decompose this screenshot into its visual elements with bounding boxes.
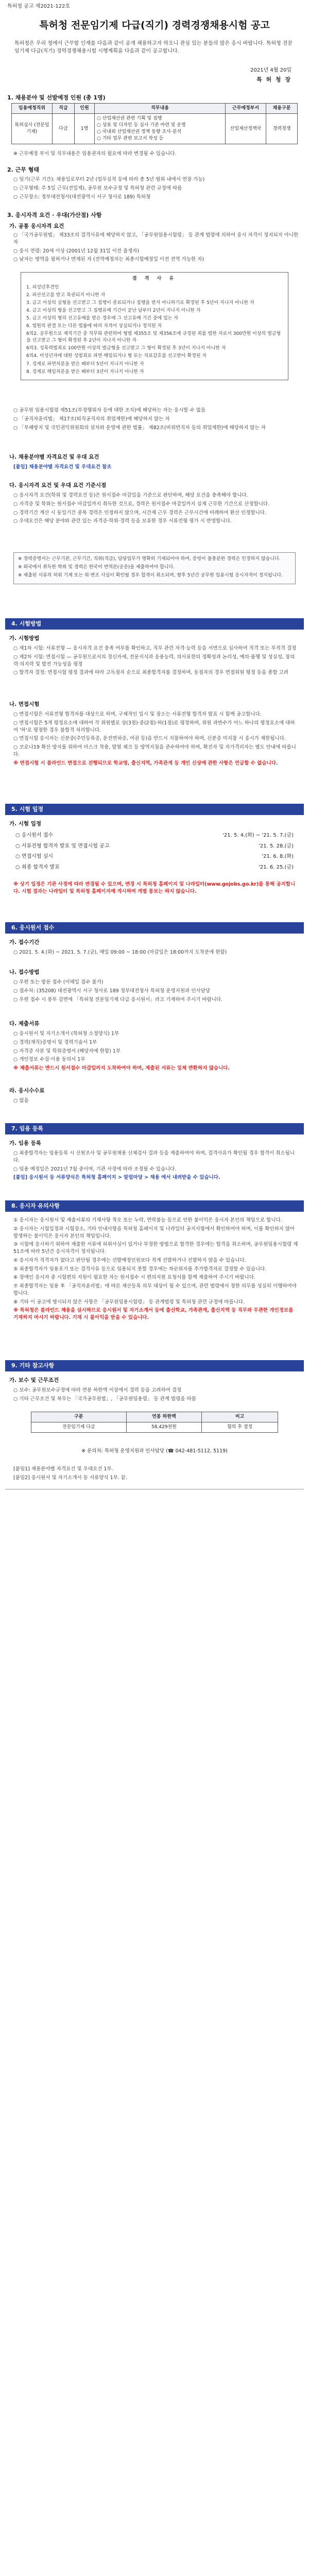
exam-method-item: ○ 합격자 결정: 면접시험 평정 결과에 따라 고득점자 순으로 최종합격자를 결정하며, 동점자의 경우 면접위원 평정 등을 종합 고려 xyxy=(13,670,288,676)
blind-recruitment-warning: ※ 특허청은 블라인드 채용을 실시하므로 응시원서 및 자기소개서 등에 출신학교, 가족관계, 출신지역 등 직무와 무관한 개인정보를 기재하지 마시기 바랍니다. 기재 시 불이익을 받을 수 있습니다. xyxy=(13,1308,294,1321)
table-cell: 협의 후 결정 xyxy=(202,1422,278,1433)
disqualification-item: 6의3. 성폭력범죄로 100만원 이상의 벌금형을 선고받고 그 형이 확정된 후 3년이 지나지 아니한 자 xyxy=(26,346,226,351)
blind-interview-note: ※ 면접시험 시 블라인드 면접으로 진행되므로 학교명, 출신지역, 가족관계 등 개인 신상에 관한 사항은 언급할 수 없습니다. xyxy=(13,760,278,766)
method-item: ○ 우편 또는 방문 접수 (이메일 접수 불가) xyxy=(13,979,104,985)
closing-attachments xyxy=(13,1466,299,1483)
method-item: ○ 우편 접수 시 봉투 겉면에 「특허청 전문임기제 다급 응시원서」라고 기재하여 주시기 바랍니다. xyxy=(13,996,223,1003)
disqualification-item: 5. 금고 이상의 형의 선고유예를 받은 경우에 그 선고유예 기간 중에 있는 자 xyxy=(26,316,179,321)
documents-warning: ※ 제출서류는 반드시 원서접수 마감일까지 도착하여야 하며, 제출된 서류는 일체 반환하지 않습니다. xyxy=(13,1065,230,1072)
table-header-cell: 임용예정직위 xyxy=(12,104,53,114)
contact-info xyxy=(10,1448,299,1455)
section-9-banner: 9. 기타 참고사항 xyxy=(5,1360,304,1371)
interview-item: ○ 면접시험 응시자는 신분증(주민등록증, 운전면허증, 여권 등)을 반드시 지참하여야 하며, 신분증 미지참 시 응시가 제한됩니다. xyxy=(13,736,286,742)
subheading-period: 가. 접수기간 xyxy=(9,939,40,945)
section-5-banner: 5. 시험 일정 xyxy=(5,804,304,815)
schedule-value: '21. 5. 4.(화) ~ '21. 5. 7.(금) xyxy=(222,833,294,838)
salary-item: ○ 보수: 공무원보수규정에 따라 연봉 하한액 이상에서 경력 등을 고려하여 결정 xyxy=(13,1387,182,1393)
salary-item: ○ 기타 근무조건 및 복무는 「국가공무원법」, 「공무원임용령」 등 관계 법령을 따름 xyxy=(13,1396,196,1402)
salary-text xyxy=(13,1387,299,1404)
schedule-value: '21. 6. 8.(화) xyxy=(262,854,294,859)
subheading-method: 나. 접수방법 xyxy=(9,969,40,975)
criteria-item: ○ 자격증 및 학위는 원서접수 마감일까지 취득한 것으로, 경력은 원서접수 마감일까지 실제 근무한 기간으로 산정합니다. xyxy=(13,501,270,507)
interview-text xyxy=(13,711,299,768)
exam-method-item: ○ 제1차 시험: 서류전형 — 응시자격 요건 충족 여부를 확인하고, 직무 관련 자격·능력 등을 서면으로 심사하여 적격 또는 부적격 결정 xyxy=(13,646,297,651)
section-7-banner: 7. 임용 등록 xyxy=(5,1123,304,1134)
section-6-banner: 6. 응시원서 접수 xyxy=(5,922,304,934)
subheading-criteria-date: 다. 응시자격 요건 및 우대 요건 기준시점 xyxy=(9,482,107,488)
applicant-note-item: ⑤ 최종합격자가 임용포기 또는 결격사유 등으로 임용되지 못할 경우에는 차순위자를 추가합격자로 결정할 수 있습니다. xyxy=(13,1266,267,1272)
schedule-label: ○ 응시원서 접수 xyxy=(15,833,54,838)
criteria-item: ○ 경력기간 계산 시 동일기간 중복 경력은 인정하지 않으며, 시간제 근무 경력은 근무시간에 비례하여 환산 인정합니다. xyxy=(13,510,266,516)
notice-date: 2021년 4월 20일 xyxy=(250,67,291,73)
note-item: ※ 외국에서 취득한 학위 및 경력은 한국어 번역본(공증)을 제출하여야 합니다. xyxy=(18,565,175,570)
table-header-cell: 인원 xyxy=(75,104,95,114)
exam-method-text xyxy=(13,645,299,678)
subheading-field-qualification: 나. 채용분야별 자격요건 및 우대 요건 xyxy=(9,454,99,460)
salary-table xyxy=(31,1412,278,1433)
notice-number: 특허청 공고 제2021-122호 xyxy=(7,4,71,9)
disqualification-item: 7. 징계로 파면처분을 받은 때부터 5년이 지나지 아니한 자 xyxy=(26,361,144,367)
schedule-label: ○ 면접시험 실시 xyxy=(15,854,54,859)
schedule-row xyxy=(15,841,294,852)
criteria-text xyxy=(13,492,299,527)
table-row xyxy=(31,1422,278,1433)
table-header-cell: 채용구분 xyxy=(266,104,298,114)
work-condition-item: ○ 근무형태: 주 5일 근무(전일제), 공무원 보수규정 및 특허청 관련 규정에 따름 xyxy=(13,185,182,191)
field-qualification-ref xyxy=(13,464,299,472)
applicant-note-item: ⑧ 기타 이 공고에 명시되지 않은 사항은 「공무원임용시험령」 등 관계법령 및 특허청 관련 규정에 따릅니다. xyxy=(13,1299,245,1305)
document-item: ○ 자격증 사본 및 학위증명서 (해당자에 한함) 1부 xyxy=(13,1048,121,1054)
document-item: ○ 응시원서 및 자기소개서 (특허청 소정양식) 1부 xyxy=(13,1031,119,1037)
table-cell: 58,429천원 xyxy=(126,1422,202,1433)
attachment-reference: [붙임] 채용분야별 자격요건 및 우대요건 참조 xyxy=(13,464,112,470)
table-row xyxy=(12,114,298,144)
qualification-item: ○ 「부패방지 및 국민권익위원회의 설치와 운영에 관한 법률」 제82조(비위면직자 등의 취업제한)에 해당하지 않는 자 xyxy=(13,425,266,431)
applicant-note-item: ⑥ 장애인 응시자 중 시험편의 지원이 필요한 자는 원서접수 시 편의지원 요청서를 함께 제출하여 주시기 바랍니다. xyxy=(13,1275,255,1281)
disqualification-title: 결 격 사 유 xyxy=(132,276,177,281)
fee-text: ○ 없음 xyxy=(13,1098,29,1104)
applicant-note-item: ② 응시자는 시험일정과 시험장소, 기타 안내사항을 특허청 홈페이지 및 나라일터 공지사항에서 확인하여야 하며, 이를 확인하지 않아 발생하는 불이익은 응시자 본인의 책임입니다. xyxy=(13,1226,295,1239)
subheading-fee: 라. 응시수수료 xyxy=(9,1088,45,1094)
disqualification-item: 4. 금고 이상의 형을 선고받고 그 집행유예 기간이 끝난 날부터 2년이 지나지 아니한 자 xyxy=(26,308,201,314)
attachment-item: [붙임1] 채용분야별 자격요건 및 우대요건 1부. xyxy=(13,1466,113,1472)
period-text: ○ 2021. 5. 4.(화) ~ 2021. 5. 7.(금), 매일 09:00 ~ 18:00 (마감일은 18:00까지 도착분에 한함) xyxy=(13,950,227,955)
subheading-common-qualification: 가. 공통 응시자격 요건 xyxy=(9,223,64,229)
disqualification-box xyxy=(21,272,288,380)
exam-method-item: ○ 제2차 시험: 면접시험 — 공무원으로서의 정신자세, 전문지식과 응용능력, 의사표현의 정확성과 논리성, 예의·품행 및 성실성, 창의력·의지력 및 발전 가능성을 평정 xyxy=(13,654,295,667)
applicant-notes xyxy=(13,1217,299,1323)
section-2-heading: 2. 근무 형태 xyxy=(7,166,39,173)
document-item: ○ 경력(재직)증명서 및 경력기술서 1부 xyxy=(13,1039,97,1045)
interview-item: ○ 면접시험은 5개 평정요소에 대하여 각 위원별로 상(3점)·중(2점)·하(1점)로 평정하며, 위원 과반수가 어느 하나의 평정요소에 대하여 '하'로 평정한 경우 불합격 처리합니다. xyxy=(13,720,295,733)
note-item: ※ 경력증명서는 근무기관, 근무기간, 직위(직급), 담당업무가 명확히 기재되어야 하며, 증빙이 불충분한 경력은 인정하지 않습니다. xyxy=(18,556,281,562)
section-8-banner: 8. 응시자 유의사항 xyxy=(5,1200,304,1212)
intro-text: 특허청은 우리 청에서 근무할 인재를 다음과 같이 공개 채용하고자 하오니 관심 있는 분들의 많은 응시 바랍니다. 특허청 전문임기제 다급(직기) 경력경쟁채용시험 시행계획을 다음과 같이 공고합니다. xyxy=(14,41,293,54)
table-header-cell: 근무예정부서 xyxy=(226,104,266,114)
section-4-banner: 4. 시험방법 xyxy=(5,618,304,630)
qualification-notes xyxy=(13,552,296,584)
schedule-note xyxy=(13,881,299,897)
table-header-row xyxy=(31,1412,278,1422)
table-header-cell: 직급 xyxy=(53,104,75,114)
qualification-item: ○ 남자는 병역을 필하거나 면제된 자 (전역예정자는 최종시험예정일 이전 전역 가능한 자) xyxy=(13,257,204,263)
method-item: ○ 접수처: (35208) 대전광역시 서구 청사로 189 정부대전청사 특허청 운영지원과 인사담당 xyxy=(13,988,210,994)
table-note: ※ 근무예정 부서 및 직무내용은 임용권자의 필요에 따라 변경될 수 있습니다. xyxy=(13,151,177,157)
table-cell: 특허심사 (전문임기제) xyxy=(12,114,53,144)
schedule-list xyxy=(15,831,294,873)
applicant-note-item: ① 응시자는 응시원서 및 제출서류의 기재사항 착오 또는 누락, 연락불능 등으로 인한 불이익은 응시자 본인의 책임으로 합니다. xyxy=(13,1217,282,1223)
schedule-label: ○ 서류전형 합격자 발표 및 면접시험 공고 xyxy=(15,843,110,849)
table-cell: 경력경쟁 xyxy=(266,114,298,144)
qualification-item: ○ 「국가공무원법」 제33조의 결격사유에 해당하지 않고, 「공무원임용시험령」 등 관계 법령에 의하여 응시 자격이 정지되지 아니한 자 xyxy=(13,232,299,245)
section-1-heading: 1. 채용분야 및 선발예정 인원 (총 1명) xyxy=(7,94,106,101)
schedule-row xyxy=(15,862,294,873)
appointment-text xyxy=(13,1150,299,1183)
position-table xyxy=(11,103,298,144)
schedule-note-text: ※ 상기 일정은 기관 사정에 따라 변경될 수 있으며, 변경 시 특허청 홈페이지 및 나라일터(www.gojobs.go.kr)를 통해 공지합니다. 시험 결과는 나라일터 및 특허청 홈페이지에 게시하며 개별 통보는 하지 않습니다. xyxy=(13,882,296,894)
appointment-item: ○ 최종합격자는 임용등록 시 신원조사 및 공무원채용 신체검사 결과 등을 제출하여야 하며, 결격사유가 확인될 경우 합격이 취소됩니다. xyxy=(13,1150,295,1163)
contact-label: ※ 문의처: 특허청 운영지원과 인사담당 xyxy=(81,1448,165,1454)
method-text xyxy=(13,979,299,1005)
schedule-row xyxy=(15,852,294,862)
disqualification-item: 6의4. 미성년자에 대한 성범죄로 파면·해임되거나 형 또는 치료감호를 선고받아 확정된 자 xyxy=(26,353,207,359)
qualification-item: ○ 응시 연령: 20세 이상 (2001년 12월 31일 이전 출생자) xyxy=(13,248,140,254)
table-header-row xyxy=(12,104,298,114)
interview-item: ○ 면접시험은 서류전형 합격자를 대상으로 하며, 구체적인 일시 및 장소는 서류전형 합격자 발표 시 함께 공고합니다. xyxy=(13,711,262,717)
note-item: ※ 제출된 서류의 허위 기재 또는 위·변조 사실이 확인될 경우 합격이 취소되며, 향후 5년간 공무원 임용시험 응시자격이 정지됩니다. xyxy=(18,573,283,579)
table-header-cell: 구분 xyxy=(31,1412,127,1422)
subheading-documents: 다. 제출서류 xyxy=(9,1021,40,1027)
table-header-cell: 연봉 하한액 xyxy=(126,1412,202,1422)
table-cell: ○ 산업재산권 관련 기획 및 집행 ○ 상표 및 디자인 등 심사 기준 마련 및 운영 ○ 국내외 산업재산권 정책 동향 조사·분석 ○ 기타 업무 관련 보고서 작성 등 xyxy=(95,114,226,144)
table-header-cell: 비고 xyxy=(202,1412,278,1422)
schedule-value: '21. 6. 25.(금) xyxy=(259,864,294,870)
table-cell: 다급 xyxy=(53,114,75,144)
applicant-note-item: ④ 응시자가 적격자가 없다고 판단될 경우에는 선발예정인원보다 적게 선발하거나 선발하지 않을 수 있습니다. xyxy=(13,1257,246,1263)
subheading-salary: 가. 보수 및 근무조건 xyxy=(9,1377,59,1383)
work-conditions xyxy=(13,176,299,202)
page-title: 특허청 전문임기제 다급(직기) 경력경쟁채용시험 공고 xyxy=(39,20,270,31)
qualification-item: ○ 「공직자윤리법」 제17조(퇴직공직자의 취업제한)에 해당하지 않는 자 xyxy=(13,416,170,422)
forms-download-reference: [붙임] 응시원서 등 서류양식은 특허청 홈페이지 > 알림마당 > 채용 에서 내려받을 수 있습니다. xyxy=(13,1175,220,1181)
qualification-item: ○ 공무원 임용시험령 제51조(부정행위자 등에 대한 조치)에 해당하는 자는 응시할 수 없음 xyxy=(13,408,206,413)
work-condition-item: ○ 근무장소: 정부대전청사(대전광역시 서구 청사로 189) 특허청 xyxy=(13,194,151,200)
disqualification-item: 2. 파산선고를 받고 복권되지 아니한 자 xyxy=(26,293,106,298)
disqualification-item: 6. 법원의 판결 또는 다른 법률에 따라 자격이 상실되거나 정지된 자 xyxy=(26,324,162,329)
criteria-item: ○ 응시자격 요건(학위 및 경력요건 등)은 원서접수 마감일을 기준으로 판단하며, 해당 요건을 충족해야 합니다. xyxy=(13,493,248,498)
schedule-label: ○ 최종 합격자 발표 xyxy=(15,864,60,870)
attachment-item: [붙임2] 응시원서 및 자기소개서 등 서류양식 1부. 끝. xyxy=(13,1475,128,1481)
applicant-note-item: ③ 시험에 응시하기 위하여 제출한 서류에 허위사실이 있거나 부정한 방법으로 합격한 경우에는 합격을 취소하며, 공무원임용시험령 제51조에 따라 5년간 응시자격이 정지됩니다. xyxy=(13,1242,298,1255)
appointment-item: ○ 임용 예정일은 2021년 7월 중이며, 기관 사정에 따라 조정될 수 있습니다. xyxy=(13,1166,177,1172)
table-cell: 1명 xyxy=(75,114,95,144)
contact-phone: (☎ 042-481-5112, 5119) xyxy=(166,1448,228,1454)
table-cell: 전문임기제 다급 xyxy=(31,1422,127,1433)
interview-item: ○ 코로나19 확산 방지를 위하여 마스크 착용, 발열 체크 등 방역지침을 준수하여야 하며, 확진자 및 자가격리자는 별도 안내에 따릅니다. xyxy=(13,744,296,757)
applicant-note-item: ⑦ 최종합격자는 임용 후 「공직자윤리법」에 따른 재산등록 의무 대상이 될 수 있으며, 관련 법령에서 정한 의무를 성실히 이행하여야 합니다. xyxy=(13,1283,297,1296)
section-3-heading: 3. 응시자격 요건 · 우대(가산점) 사항 xyxy=(7,212,102,218)
common-qualification-extra xyxy=(13,407,299,433)
documents-text xyxy=(13,1030,299,1074)
common-qualification-text xyxy=(13,232,299,265)
subheading-schedule: 가. 시험 일정 xyxy=(9,821,42,827)
work-condition-item: ○ 임기(근무 기간): 채용일로부터 2년 (업무실적 등에 따라 총 5년 범위 내에서 연장 가능) xyxy=(13,177,205,182)
subheading-exam-method: 가. 시험방법 xyxy=(9,635,40,641)
subheading-interview: 나. 면접시험 xyxy=(9,701,40,707)
document-item: ○ 개인정보 수집·이용 동의서 1부 xyxy=(13,1057,85,1063)
schedule-value: '21. 5. 28.(금) xyxy=(259,843,294,849)
disqualification-item: 3. 금고 이상의 실형을 선고받고 그 집행이 종료되거나 집행을 받지 아니하기로 확정된 후 5년이 지나지 아니한 자 xyxy=(26,300,254,306)
notice-signer: 특 허 청 장 xyxy=(256,76,291,83)
subheading-appointment: 가. 임용 등록 xyxy=(9,1140,42,1146)
disqualification-item: 6의2. 공무원으로 재직기간 중 직무와 관련하여 형법 제355조 및 제356조에 규정된 죄를 범한 자로서 300만원 이상의 벌금형을 선고받고 그 형이 확정된 후 2년이 지나지 아니한 자 xyxy=(26,331,281,344)
table-header-cell: 직무내용 xyxy=(95,104,226,114)
table-cell: 산업재산정책국 xyxy=(226,114,266,144)
disqualification-item: 1. 피성년후견인 xyxy=(26,285,59,291)
criteria-item: ○ 우대요건은 해당 분야와 관련 있는 자격증·학위·경력 등을 보유한 경우 서류전형 평가 시 반영합니다. xyxy=(13,518,232,524)
schedule-row xyxy=(15,831,294,841)
disqualification-item: 8. 징계로 해임처분을 받은 때부터 3년이 지나지 아니한 자 xyxy=(26,369,144,375)
